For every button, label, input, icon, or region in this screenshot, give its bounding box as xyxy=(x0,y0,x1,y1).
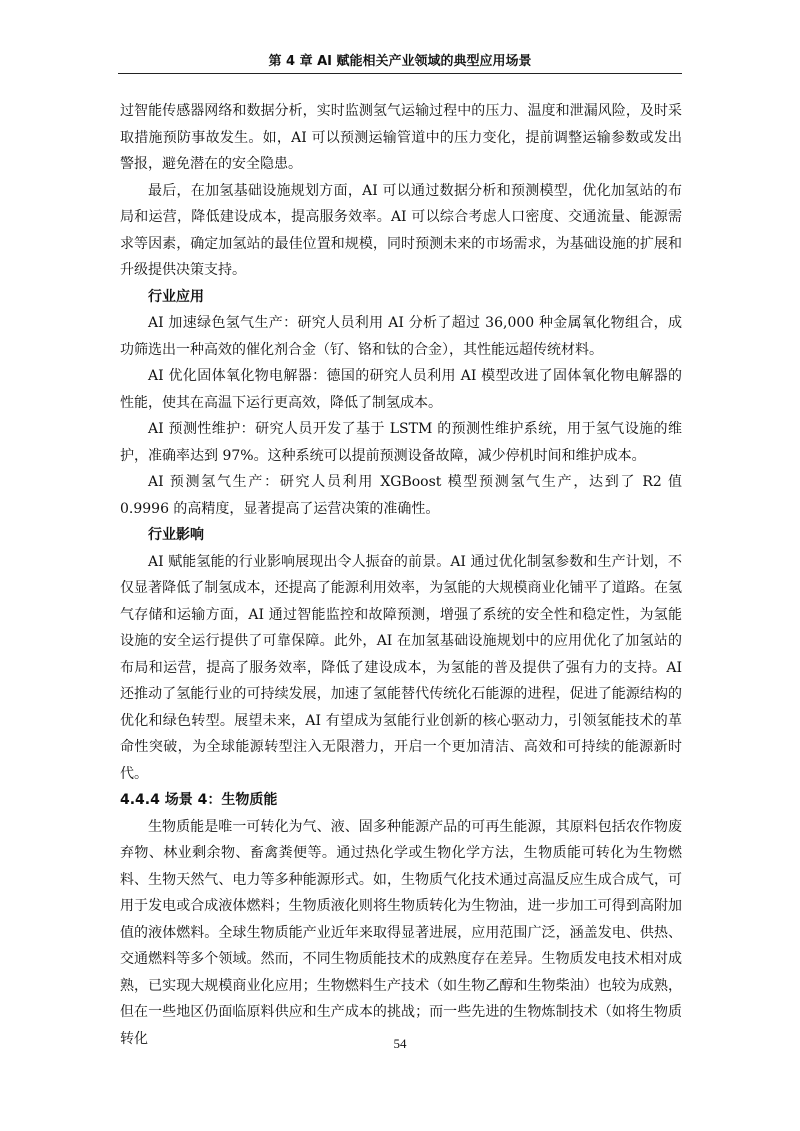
paragraph-1: 过智能传感器网络和数据分析，实时监测氢气运输过程中的压力、温度和泄漏风险，及时采取措施预防事故发生。如，AI 可以预测运输管道中的压力变化，提前调整运输参数或发出警报，避免潜在的安全隐患。 xyxy=(120,103,682,172)
subheading-industry-application: 行业应用 xyxy=(148,288,204,305)
page-number: 54 xyxy=(393,1036,407,1051)
subheading-industry-impact: 行业影响 xyxy=(148,527,204,543)
section-heading: 4.4.4 场景 4：生物质能 xyxy=(120,792,278,808)
paragraph-5: AI 预测性维护：研究人员开发了基于 LSTM 的预测性维护系统，用于氢气设施的维护，准确率达到 97%。这种系统可以提前预测设备故障，减少停机时间和维护成本。 xyxy=(120,421,682,464)
paragraph-2: 最后，在加氢基础设施规划方面，AI 可以通过数据分析和预测模型，优化加氢站的布局和运营，降低建设成本，提高服务效率。AI 可以综合考虑人口密度、交通流量、能源需求等因素，确定加氢站的最佳位置和规模，同时预测未来的市场需求，为基础设施的扩展和升级提供决策支持。 xyxy=(120,182,682,278)
paragraph-3: AI 加速绿色氢气生产：研究人员利用 AI 分析了超过 36,000 种金属氧化物组合，成功筛选出一种高效的催化剂合金（钌、铬和钛的合金），其性能远超传统材料。 xyxy=(120,315,682,358)
paragraph-8: 生物质能是唯一可转化为气、液、固多种能源产品的可再生能源，其原料包括农作物废弃物、林业剩余物、畜禽粪便等。通过热化学或生物化学方法，生物质能可转化为生物燃料、生物天然气、电力等多种能源形式。如，生物质气化技术通过高温反应生成合成气，可用于发电或合成液体燃料；生物质液化则将生物质转化为生物油，进一步加工可得到高附加值的液体燃料。全球生物质能产业近年来取得显著进展，应用范围广泛，涵盖发电、供热、交通燃料等多个领域。然而，不同生物质能技术的成熟度存在差异。生物质发电技术相对成熟，已实现大规模商业化应用；生物燃料生产技术（如生物乙醇和生物柴油）也较为成熟，但在一些地区仍面临原料供应和生产成本的挑战；而一些先进的生物炼制技术（如将生物质转化 xyxy=(120,818,682,1047)
running-header: 第 4 章 AI 赋能相关产业领域的典型应用场景 xyxy=(268,54,532,69)
paragraph-4: AI 优化固体氧化物电解器：德国的研究人员利用 AI 模型改进了固体氧化物电解器的性能，使其在高温下运行更高效，降低了制氢成本。 xyxy=(120,368,682,411)
paragraph-6: AI 预测氢气生产：研究人员利用 XGBoost 模型预测氢气生产，达到了 R2 值 0.9996 的高精度，显著提高了运营决策的准确性。 xyxy=(120,474,682,517)
header-divider xyxy=(118,73,682,74)
paragraph-7: AI 赋能氢能的行业影响展现出令人振奋的前景。AI 通过优化制氢参数和生产计划，不仅显著降低了制氢成本，还提高了能源利用效率，为氢能的大规模商业化铺平了道路。在氢气存储和运输方面，AI 通过智能监控和故障预测，增强了系统的安全性和稳定性，为氢能设施的安全运行提供了可靠保障。此外，AI 在加氢基础设施规划中的应用优化了加氢站的布局和运营，提高了服务效率，降低了建设成本，为氢能的普及提供了强有力的支持。AI 还推动了氢能行业的可持续发展，加速了氢能替代传统化石能源的进程，促进了能源结构的优化和绿色转型。展望未来，AI 有望成为氢能行业创新的核心驱动力，引领氢能技术的革命性突破，为全球能源转型注入无限潜力，开启一个更加清洁、高效和可持续的能源新时代。 xyxy=(120,553,682,782)
page-body xyxy=(120,98,682,1052)
